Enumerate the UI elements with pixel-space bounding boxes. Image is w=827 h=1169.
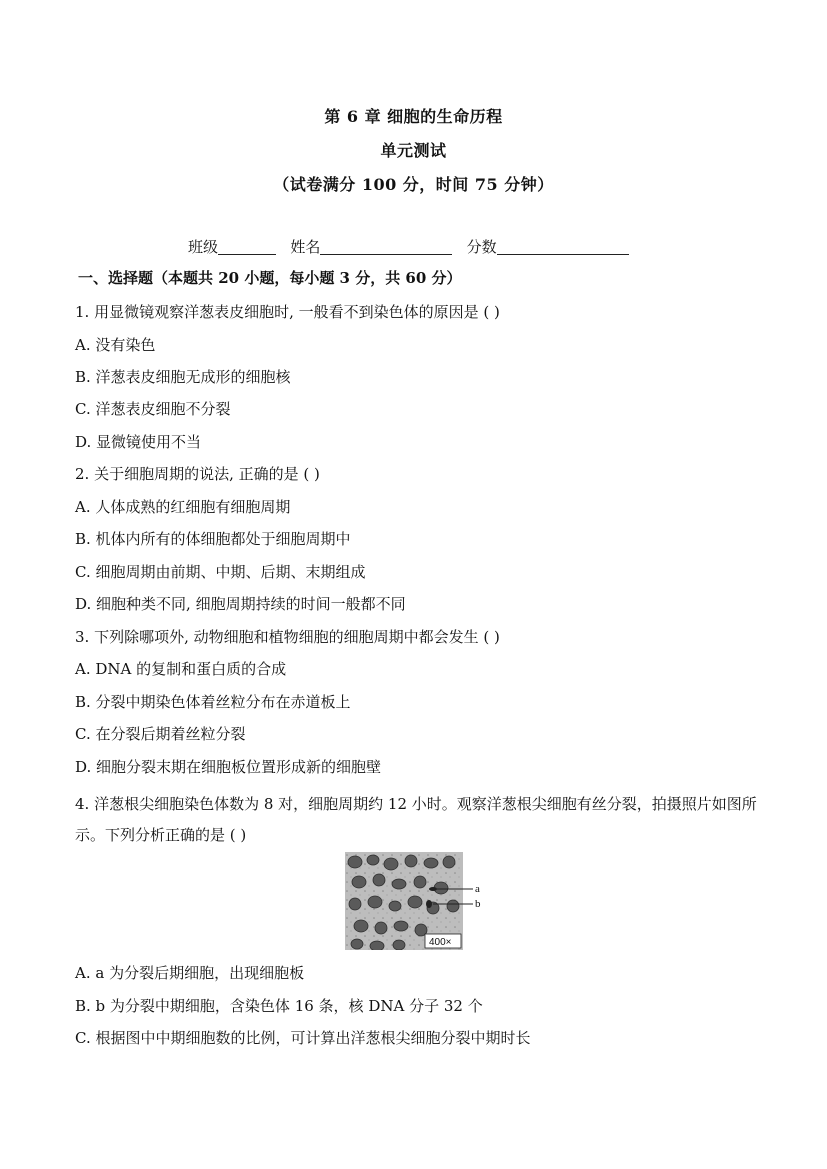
q2-option-d: D. 细胞种类不同, 细胞周期持续的时间一般都不同 [75,595,406,613]
score-label: 分数 [466,238,497,256]
q1-stem: 1. 用显微镜观察洋葱表皮细胞时, 一般看不到染色体的原因是 ( ) [75,303,500,321]
score-blank[interactable] [497,239,629,255]
q2-option-a: A. 人体成熟的红细胞有细胞周期 [75,498,291,516]
q4-stem: 4. 洋葱根尖细胞染色体数为 8 对，细胞周期约 12 小时。观察洋葱根尖细胞有丝分裂，拍摄照片如图所示。下列分析正确的是 ( ) [75,795,757,844]
name-label: 姓名 [290,238,321,256]
magnification-label: 400× [429,937,452,948]
chapter-title: 第 6 章 细胞的生命历程 [324,107,503,126]
q1-option-a: A. 没有染色 [75,336,156,354]
class-blank[interactable] [218,239,276,255]
class-label: 班级 [188,238,219,256]
q4-option-a: A. a 为分裂后期细胞，出现细胞板 [75,964,305,982]
q2-option-b: B. 机体内所有的体细胞都处于细胞周期中 [75,530,351,548]
micrograph-figure [345,852,495,950]
section-heading: 一、选择题（本题共 20 小题，每小题 3 分，共 60 分） [78,269,462,287]
student-info-row [188,236,629,257]
q1-option-b: B. 洋葱表皮细胞无成形的细胞核 [75,368,291,386]
q3-option-b: B. 分裂中期染色体着丝粒分布在赤道板上 [75,693,351,711]
q3-option-c: C. 在分裂后期着丝粒分裂 [75,725,246,743]
q2-option-c: C. 细胞周期由前期、中期、后期、末期组成 [75,563,366,581]
label-a: a [475,883,480,895]
q3-stem: 3. 下列除哪项外, 动物细胞和植物细胞的细胞周期中都会发生 ( ) [75,628,500,646]
label-b: b [475,898,481,910]
exam-info: （试卷满分 100 分，时间 75 分钟） [273,175,554,194]
q3-option-a: A. DNA 的复制和蛋白质的合成 [75,660,287,678]
q4-option-b: B. b 为分裂中期细胞，含染色体 16 条，核 DNA 分子 32 个 [75,997,483,1015]
q2-stem: 2. 关于细胞周期的说法, 正确的是 ( ) [75,465,320,483]
q3-option-d: D. 细胞分裂末期在细胞板位置形成新的细胞壁 [75,758,382,776]
q1-option-c: C. 洋葱表皮细胞不分裂 [75,400,231,418]
unit-test-title: 单元测试 [380,141,447,160]
name-blank[interactable] [320,239,452,255]
q4-option-c: C. 根据图中中期细胞数的比例，可计算出洋葱根尖细胞分裂中期时长 [75,1029,531,1047]
q1-option-d: D. 显微镜使用不当 [75,433,202,451]
